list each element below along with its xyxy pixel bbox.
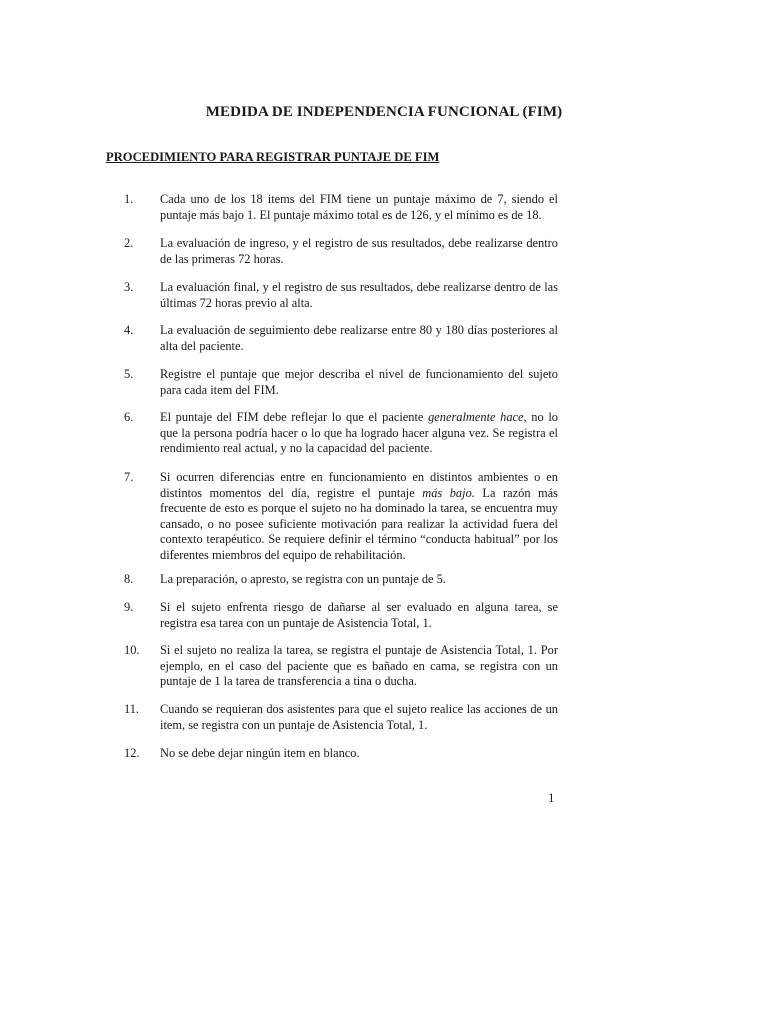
item-number: 1. [124, 192, 134, 206]
document-title: MEDIDA DE INDEPENDENCIA FUNCIONAL (FIM) [205, 104, 563, 120]
page-number: 1 [548, 790, 555, 805]
item-number: 2. [124, 236, 134, 250]
item-text: La preparación, o apresto, se registra con un puntaje de 5. [160, 572, 446, 586]
item-number: 11. [124, 702, 140, 716]
item-number: 12. [124, 746, 140, 760]
item-text-part: Si ocurren diferencias entre en funcionamiento en distintos ambientes o en distintos momentos del día, registre el puntaje [160, 470, 558, 500]
item-text: Cada uno de los 18 items del FIM tiene un puntaje máximo de 7, siendo el puntaje más bajo 1. El puntaje máximo total es de 126, y el mínimo es de 18. [160, 192, 558, 222]
item-number: 8. [124, 572, 134, 586]
document-subtitle: PROCEDIMIENTO PARA REGISTRAR PUNTAJE DE FIM [106, 150, 440, 164]
item-text: La evaluación de seguimiento debe realizarse entre 80 y 180 días posteriores al alta del paciente. [160, 323, 558, 353]
item-text [160, 410, 558, 457]
item-number: 7. [124, 470, 134, 484]
item-text: Registre el puntaje que mejor describa el nivel de funcionamiento del sujeto para cada item del FIM. [160, 367, 558, 397]
item-number: 5. [124, 367, 134, 381]
item-text-part: La razón más frecuente de esto es porque el sujeto no ha dominado la tarea, se encuentra muy cansado, o no posee suficiente motivación para realizar la actividad fuera del contexto terapéutico. Se requiere definir el término “conducta habitual” por los diferentes miembros del equipo de rehabilitación. [160, 485, 558, 562]
item-text: La evaluación de ingreso, y el registro de sus resultados, debe realizarse dentro de las primeras 72 horas. [160, 236, 558, 266]
item-number: 3. [124, 280, 134, 294]
item-number: 9. [124, 600, 134, 614]
item-text: Si el sujeto no realiza la tarea, se registra el puntaje de Asistencia Total, 1. Por ejemplo, en el caso del paciente que es bañado en cama, se registra con un puntaje de 1 la tarea de transferencia a tina o ducha. [160, 643, 558, 688]
item-text: No se debe dejar ningún item en blanco. [160, 746, 360, 760]
item-text: Si el sujeto enfrenta riesgo de dañarse al ser evaluado en alguna tarea, se registra esa tarea con un puntaje de Asistencia Total, 1. [160, 600, 558, 630]
item-number: 10. [124, 643, 140, 657]
item-text: Cuando se requieran dos asistentes para que el sujeto realice las acciones de un item, se registra con un puntaje de Asistencia Total, 1. [160, 702, 558, 732]
item-text-part: no lo que la persona podría hacer o lo que ha logrado hacer alguna vez. Se registra el rendimiento real actual, y no la capacidad del paciente. [160, 410, 558, 455]
item-text [160, 470, 558, 563]
item-text-emphasis: generalmente hace, [428, 410, 527, 424]
item-text-emphasis: más bajo. [422, 485, 475, 500]
item-number: 6. [124, 410, 134, 424]
item-text: La evaluación final, y el registro de sus resultados, debe realizarse dentro de las últimas 72 horas previo al alta. [160, 280, 558, 310]
item-text-part: El puntaje del FIM debe reflejar lo que el paciente [160, 410, 429, 424]
item-number: 4. [124, 323, 134, 337]
